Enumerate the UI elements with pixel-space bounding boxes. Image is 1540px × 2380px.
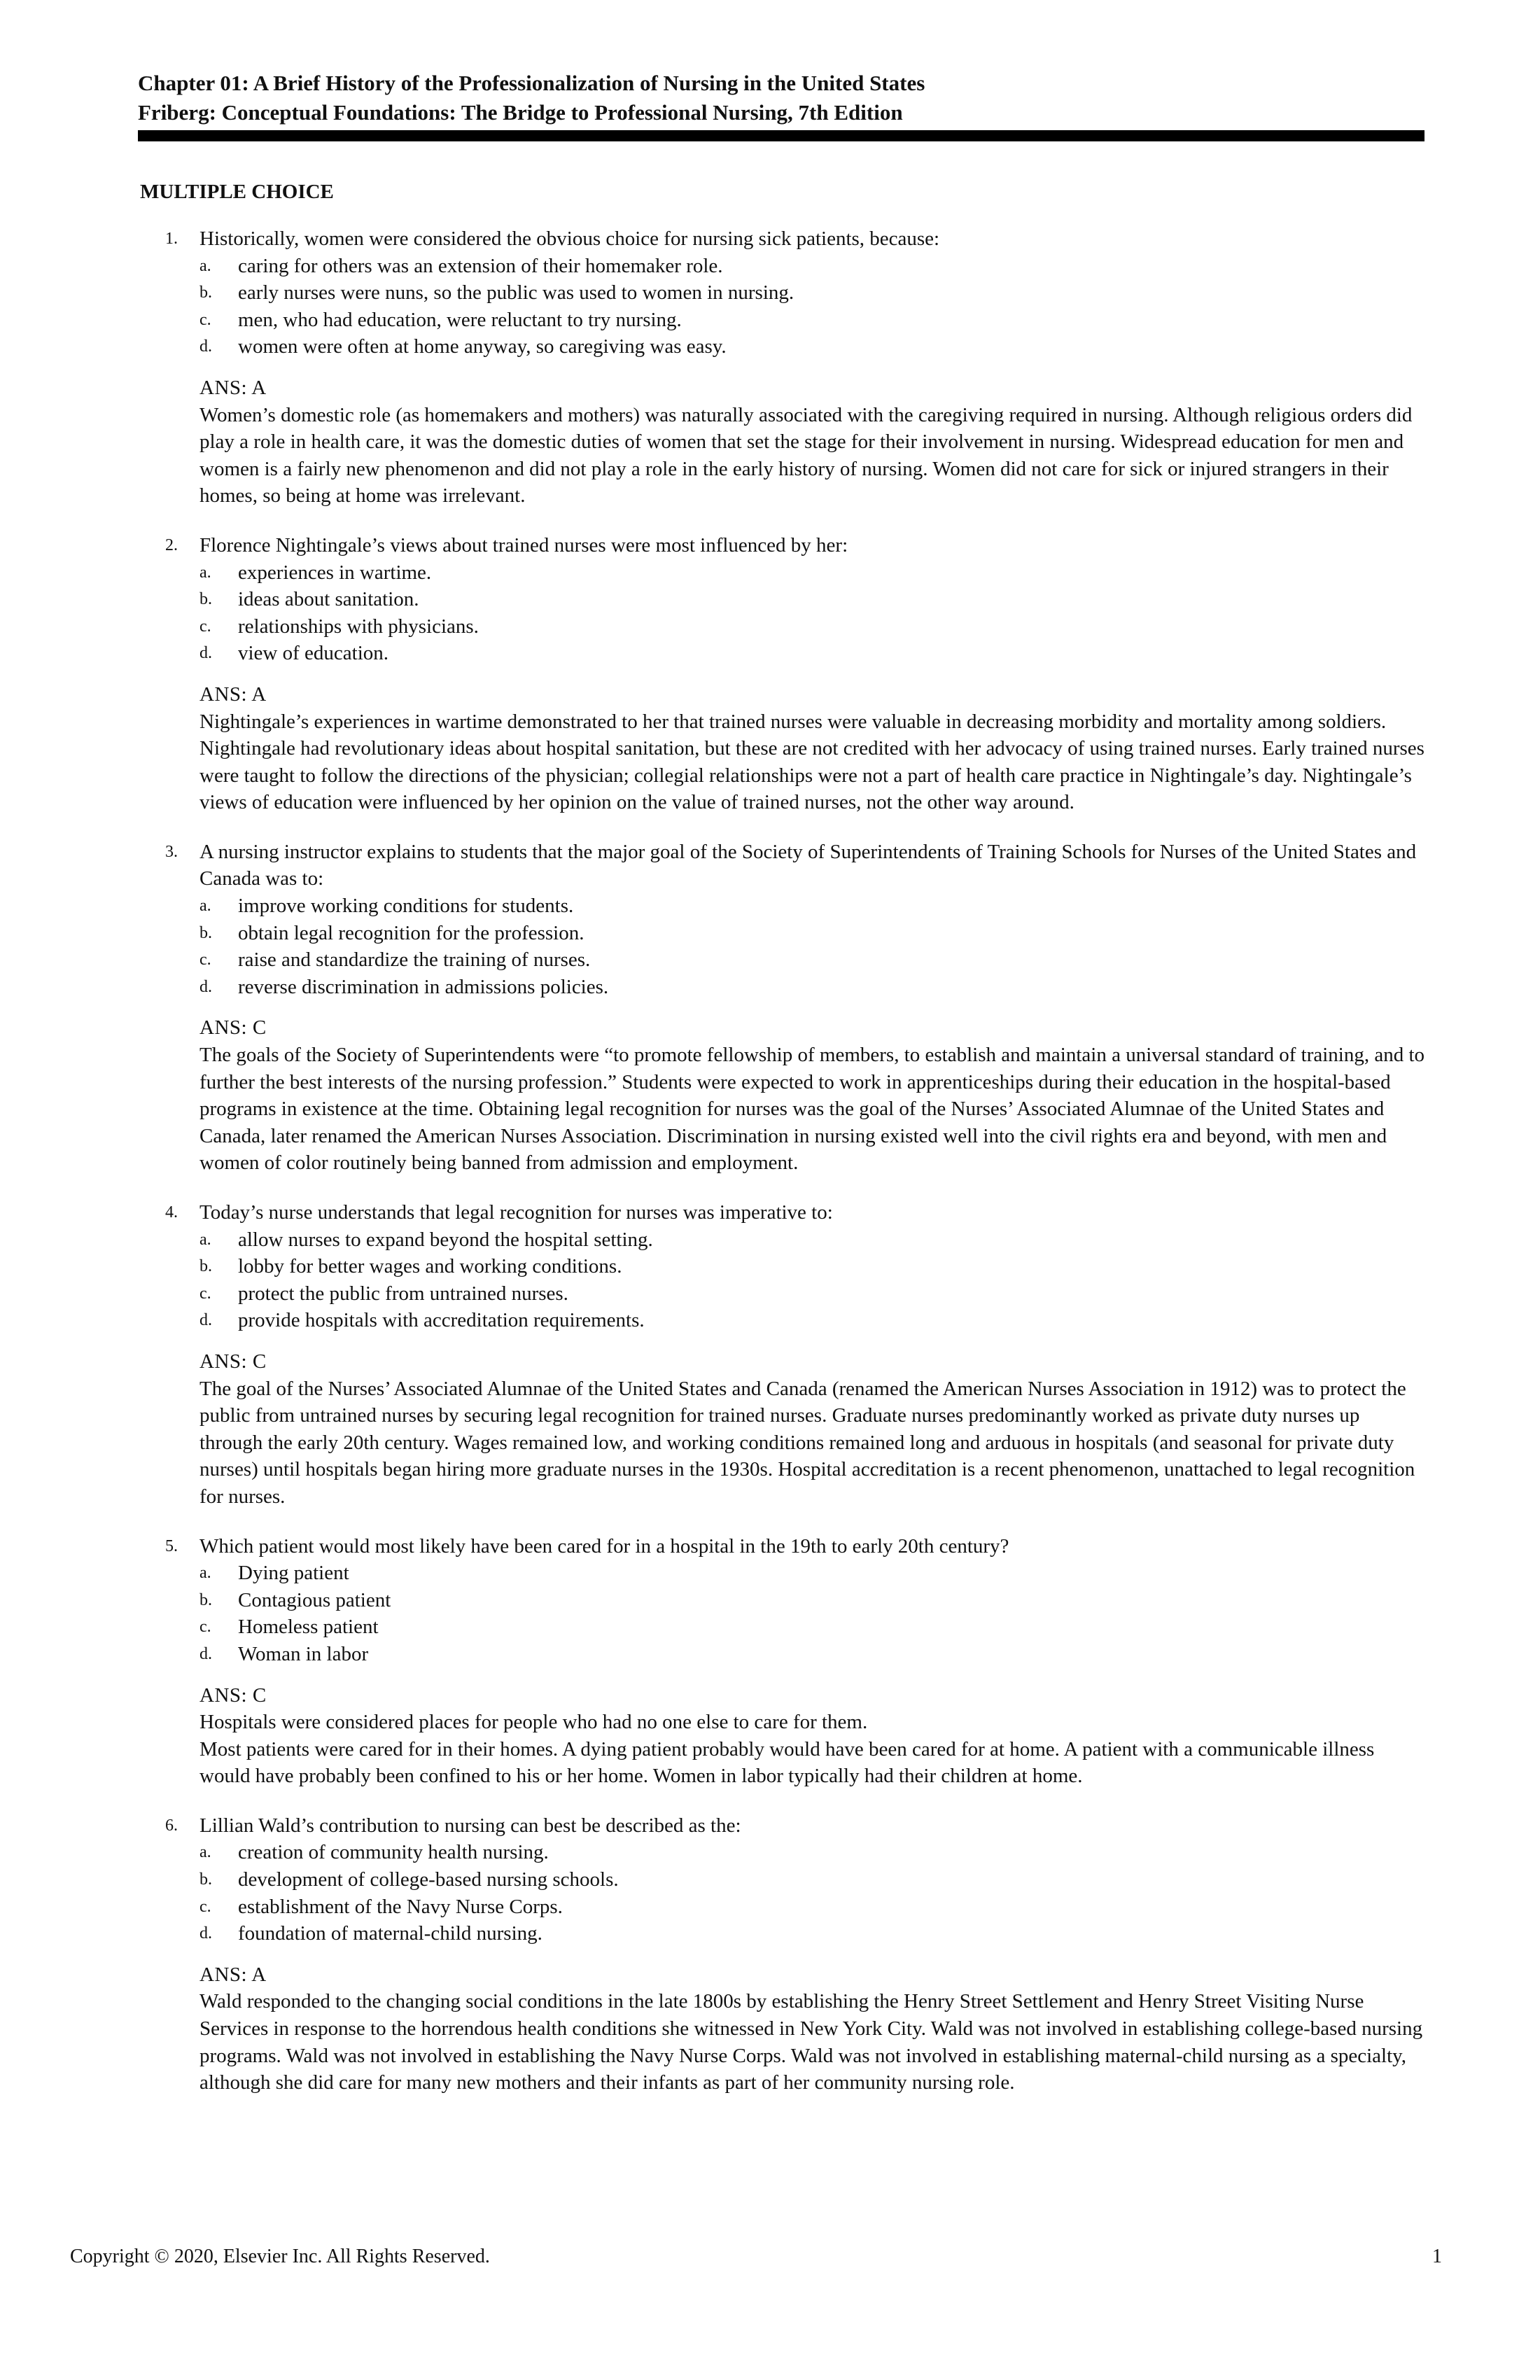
question-item (0, 1199, 1540, 1511)
copyright-notice: Copyright © 2020, Elsevier Inc. All Rights Reserved. (70, 2246, 490, 2267)
answer-block (200, 374, 1426, 510)
rationale-paragraph: Wald responded to the changing social conditions in the late 1800s by establishing the Henry Street Settlement and Henry Street Visiting Nurse Services in response to the horrendous health conditions she witnessed in New York City. Wald was not involved in establishing college-based nursing programs. Wald was not involved in establishing the Navy Nurse Corps. Wald was not involved in establishing maternal-child nursing as a specialty, although she did care for many new mothers and their infants as part of her community nursing role. (200, 1990, 1423, 2094)
question-stem: Historically, women were considered the obvious choice for nursing sick patients, because: (200, 227, 940, 250)
option-text: raise and standardize the training of nurses. (238, 948, 591, 972)
answer-option (0, 586, 1540, 613)
option-letter: b. (200, 1870, 212, 1889)
answer-option (0, 307, 1540, 334)
page-number: 1 (1432, 2246, 1442, 2267)
answer-block (200, 1682, 1426, 1790)
answer-option (0, 333, 1540, 360)
answer-option (0, 946, 1540, 974)
answer-option (0, 974, 1540, 1001)
option-letter: c. (200, 1897, 211, 1916)
question-item (0, 532, 1540, 816)
option-text: women were often at home anyway, so caregiving was easy. (238, 335, 727, 358)
answer-key: ANS: A (200, 376, 267, 399)
question-item (0, 839, 1540, 1177)
answer-block (200, 1961, 1426, 2096)
option-text: establishment of the Navy Nurse Corps. (238, 1895, 563, 1918)
option-text: obtain legal recognition for the profession. (238, 921, 584, 944)
option-text: improve working conditions for students. (238, 895, 574, 918)
question-item (0, 1533, 1540, 1790)
option-text: reverse discrimination in admissions policies. (238, 975, 609, 998)
answer-option (0, 1614, 1540, 1641)
answer-key: ANS: C (200, 1684, 267, 1707)
option-text: view of education. (238, 642, 389, 665)
answer-option (0, 1839, 1540, 1866)
question-number: 5. (165, 1536, 178, 1555)
option-letter: a. (200, 1843, 211, 1862)
option-letter: c. (200, 617, 211, 636)
option-letter: a. (200, 897, 211, 916)
option-text: men, who had education, were reluctant to try nursing. (238, 308, 682, 331)
option-letter: c. (200, 1284, 211, 1303)
option-text: Dying patient (238, 1562, 349, 1585)
rationale (200, 1988, 1426, 2096)
option-letter: c. (200, 310, 211, 329)
option-text: relationships with physicians. (238, 615, 479, 638)
option-letter: d. (200, 644, 212, 663)
option-text: allow nurses to expand beyond the hospital setting. (238, 1228, 653, 1251)
answer-option (0, 1253, 1540, 1280)
option-letter: b. (200, 923, 212, 942)
answer-key: ANS: A (200, 682, 267, 706)
question-item (0, 1812, 1540, 2096)
option-letter: b. (200, 284, 212, 302)
page-header (138, 69, 1424, 127)
answer-option (0, 1641, 1540, 1668)
answer-block (200, 1014, 1426, 1177)
question-stem: Which patient would most likely have been cared for in a hospital in the 19th to early 20th century? (200, 1534, 1009, 1558)
option-letter: b. (200, 590, 212, 609)
option-letter: c. (200, 1618, 211, 1637)
option-letter: d. (200, 1924, 212, 1943)
question-list (0, 225, 1540, 2119)
rationale (200, 708, 1426, 816)
answer-option (0, 613, 1540, 640)
answer-option (0, 1866, 1540, 1893)
option-text: Contagious patient (238, 1588, 391, 1611)
option-letter: d. (200, 1311, 212, 1330)
option-text: foundation of maternal-child nursing. (238, 1922, 542, 1945)
answer-option (0, 892, 1540, 920)
answer-option (0, 1893, 1540, 1921)
question-stem: Florence Nightingale’s views about trained nurses were most influenced by her: (200, 533, 848, 556)
option-letter: a. (200, 1230, 211, 1249)
option-letter: d. (200, 337, 212, 356)
question-number: 4. (165, 1203, 178, 1222)
rationale (200, 1042, 1426, 1177)
answer-block (200, 681, 1426, 816)
option-text: development of college-based nursing schools. (238, 1868, 619, 1891)
option-letter: a. (200, 256, 211, 275)
answer-option (0, 1280, 1540, 1308)
question-item (0, 225, 1540, 510)
rationale-paragraph: Women’s domestic role (as homemakers and mothers) was naturally associated with the caregiving required in nursing. Although religious orders did play a role in health care, it was the domestic duties of women that set the stage for their involvement in nursing. Widespread education for men and women is a fairly new phenomenon and did not play a role in the early history of nursing. Women did not care for sick or injured strangers in their homes, so being at home was irrelevant. (200, 403, 1413, 507)
answer-key: ANS: A (200, 1963, 267, 1986)
option-text: protect the public from untrained nurses. (238, 1282, 568, 1305)
answer-option (0, 1920, 1540, 1947)
option-letter: d. (200, 977, 212, 996)
question-stem: A nursing instructor explains to students that the major goal of the Society of Superintendents of Training Schools for Nurses of the United States and Canada was to: (200, 840, 1417, 890)
option-letter: a. (200, 1564, 211, 1583)
book-title: Friberg: Conceptual Foundations: The Bridge to Professional Nursing, 7th Edition (138, 100, 903, 125)
option-text: caring for others was an extension of their homemaker role. (238, 254, 723, 277)
answer-option (0, 1587, 1540, 1614)
answer-option (0, 920, 1540, 947)
rationale-paragraph: Most patients were cared for in their homes. A dying patient probably would have been cared for at home. A patient with a communicable illness would have probably been confined to his or her home. Women in labor typically had their children at home. (200, 1737, 1375, 1788)
rationale (200, 402, 1426, 510)
option-text: ideas about sanitation. (238, 588, 419, 611)
answer-key: ANS: C (200, 1350, 267, 1373)
option-text: provide hospitals with accreditation requirements. (238, 1309, 645, 1332)
answer-option (0, 559, 1540, 587)
answer-key: ANS: C (200, 1016, 267, 1040)
rationale-paragraph: Nightingale’s experiences in wartime demonstrated to her that trained nurses were valuable in decreasing morbidity and mortality among soldiers. Nightingale had revolutionary ideas about hospital sanitation, but these are not credited with her advocacy of using trained nurses. Early trained nurses were taught to follow the directions of the physician; collegial relationships were not a part of health care practice in Nightingale’s day. Nightingale’s views of education were influenced by her opinion on the value of trained nurses, not the other way around. (200, 710, 1424, 814)
option-text: experiences in wartime. (238, 561, 432, 584)
header-rule (138, 130, 1424, 141)
chapter-title: Chapter 01: A Brief History of the Professionalization of Nursing in the United States (138, 71, 925, 95)
answer-option (0, 253, 1540, 280)
answer-option (0, 279, 1540, 307)
answer-option (0, 1226, 1540, 1254)
option-text: creation of community health nursing. (238, 1841, 549, 1864)
option-letter: b. (200, 1590, 212, 1609)
rationale (200, 1376, 1426, 1511)
option-letter: d. (200, 1644, 212, 1663)
answer-option (0, 1307, 1540, 1334)
question-number: 1. (165, 230, 178, 248)
option-text: Woman in labor (238, 1642, 369, 1665)
option-letter: c. (200, 951, 211, 969)
question-number: 2. (165, 536, 178, 554)
rationale-paragraph: Hospitals were considered places for people who had no one else to care for them. (200, 1711, 868, 1734)
option-letter: b. (200, 1257, 212, 1276)
option-letter: a. (200, 563, 211, 582)
option-text: early nurses were nuns, so the public was used to women in nursing. (238, 281, 794, 304)
question-stem: Lillian Wald’s contribution to nursing can best be described as the: (200, 1814, 741, 1837)
rationale-paragraph: The goal of the Nurses’ Associated Alumnae of the United States and Canada (renamed the American Nurses Association in 1912) was to protect the public from untrained nurses by securing legal recognition for trained nurses. Graduate nurses predominantly worked as private duty nurses up through the early 20th century. Wages remained low, and working conditions remained long and arduous in hospitals (and seasonal for private duty nurses) until hospitals began hiring more graduate nurses in the 1930s. Hospital accreditation is a recent phenomenon, unattached to legal recognition for nurses. (200, 1377, 1415, 1508)
option-text: Homeless patient (238, 1616, 379, 1639)
rationale-paragraph: The goals of the Society of Superintendents were “to promote fellowship of members, to establish and maintain a universal standard of training, and to further the best interests of the nursing profession.” Students were expected to work in apprenticeships during their education in the hospital-based programs in existence at the time. Obtaining legal recognition for nurses was the goal of the Nurses’ Associated Alumnae of the United States and Canada, later renamed the American Nurses Association. Discrimination in nursing existed well into the civil rights era and beyond, with men and women of color routinely being banned from admission and employment. (200, 1044, 1425, 1175)
section-label: MULTIPLE CHOICE (140, 181, 334, 203)
question-number: 6. (165, 1816, 178, 1835)
rationale (200, 1709, 1426, 1790)
question-stem: Today’s nurse understands that legal recognition for nurses was imperative to: (200, 1201, 833, 1224)
question-number: 3. (165, 842, 178, 861)
answer-block (200, 1348, 1426, 1511)
answer-option (0, 1560, 1540, 1587)
option-text: lobby for better wages and working conditions. (238, 1255, 622, 1278)
answer-option (0, 640, 1540, 667)
